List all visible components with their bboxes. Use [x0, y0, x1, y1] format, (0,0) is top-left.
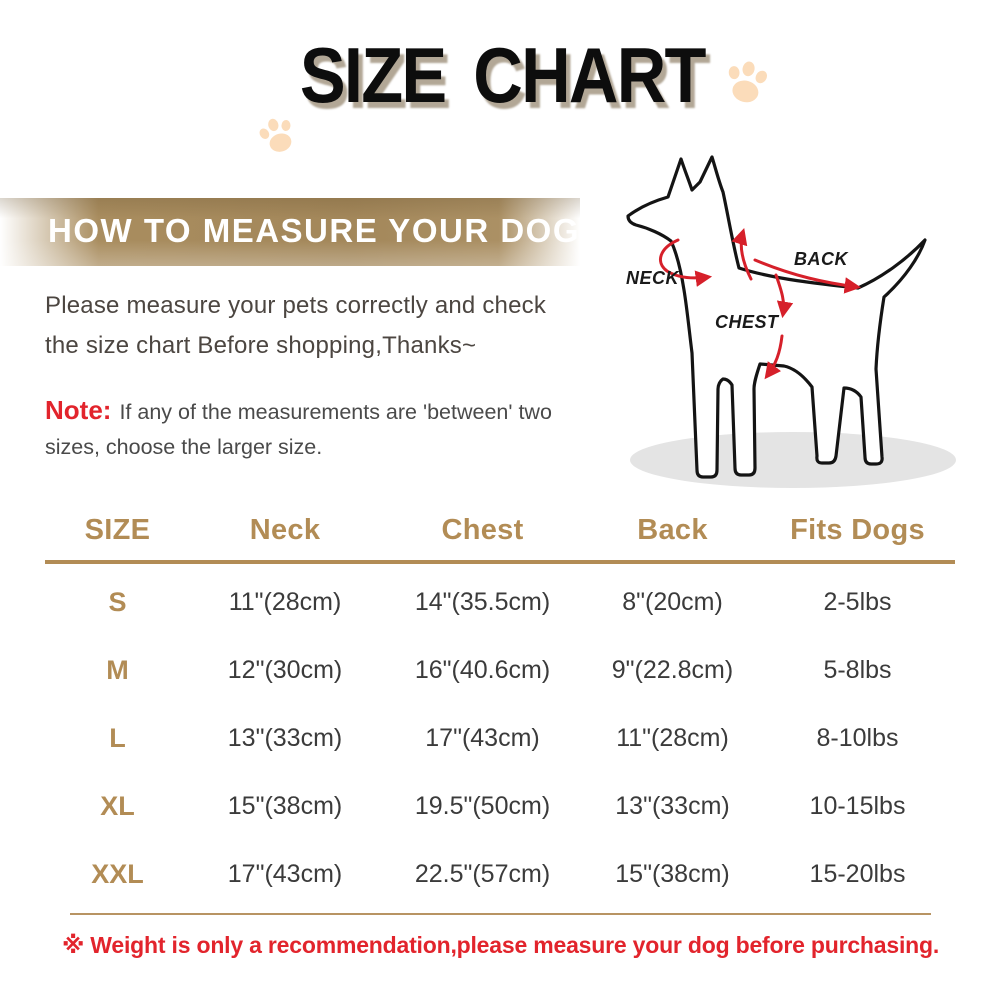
page-title: SIZE CHART	[299, 31, 705, 119]
section-banner	[0, 198, 580, 266]
size-cell: M	[106, 654, 129, 685]
back-cell: 13"(33cm)	[615, 791, 730, 820]
section-heading: HOW TO MEASURE YOUR DOG	[48, 212, 580, 249]
note-text	[45, 393, 552, 465]
size-cell: XXL	[91, 858, 144, 889]
fits-dogs-cell: 10-15lbs	[809, 791, 906, 820]
table-row	[45, 704, 955, 772]
back-cell: 15"(38cm)	[615, 859, 730, 888]
table-header-row	[45, 505, 955, 555]
fits-dogs-cell: 8-10lbs	[816, 723, 899, 752]
note-line-2: sizes, choose the larger size.	[45, 435, 323, 459]
neck-cell: 13"(33cm)	[227, 723, 343, 752]
back-cell: 9"(22.8cm)	[611, 655, 734, 684]
ground-shadow	[630, 432, 956, 488]
table-row	[45, 840, 955, 908]
table-row	[45, 636, 955, 704]
neck-cell: 12"(30cm)	[227, 655, 343, 684]
back-diagram-label: BACK	[794, 249, 848, 269]
column-header: SIZE	[84, 513, 151, 546]
column-header: Neck	[249, 513, 321, 546]
weight-note: ※ Weight is only a recommendation,please measure your dog before purchasing.	[61, 932, 940, 958]
table-body	[45, 564, 955, 908]
size-table	[45, 505, 955, 908]
column-header: Fits Dogs	[790, 513, 925, 546]
intro-text	[45, 286, 546, 366]
footer-divider	[70, 913, 931, 915]
chest-cell: 19.5"(50cm)	[414, 791, 551, 820]
fits-dogs-cell: 15-20lbs	[809, 859, 906, 888]
chest-cell: 14"(35.5cm)	[414, 587, 551, 616]
chest-diagram-label: CHEST	[715, 312, 779, 332]
table-row	[45, 568, 955, 636]
back-cell: 11"(28cm)	[616, 723, 729, 752]
size-cell: S	[108, 586, 127, 617]
column-header: Chest	[441, 513, 524, 546]
chest-cell: 22.5"(57cm)	[414, 859, 551, 888]
note-label: Note:	[45, 395, 112, 425]
dog-measurement-diagram	[588, 138, 1000, 500]
fits-dogs-cell: 2-5lbs	[823, 587, 892, 616]
chest-cell: 16"(40.6cm)	[414, 655, 551, 684]
back-cell: 8"(20cm)	[622, 587, 723, 616]
column-header: Back	[637, 513, 708, 546]
neck-cell: 15"(38cm)	[227, 791, 343, 820]
neck-diagram-label: NECK	[626, 268, 680, 288]
size-cell: XL	[100, 790, 135, 821]
fits-dogs-cell: 5-8lbs	[823, 655, 892, 684]
note-line-1: If any of the measurements are 'between' two	[119, 400, 552, 424]
table-row	[45, 772, 955, 840]
neck-cell: 11"(28cm)	[228, 587, 342, 616]
dog-outline-illustration	[588, 138, 1000, 500]
intro-line-2: the size chart Before shopping,Thanks~	[45, 332, 477, 359]
intro-line-1: Please measure your pets correctly and check	[45, 292, 547, 319]
chest-cell: 17"(43cm)	[425, 723, 540, 752]
size-cell: L	[109, 722, 126, 753]
neck-cell: 17"(43cm)	[227, 859, 343, 888]
